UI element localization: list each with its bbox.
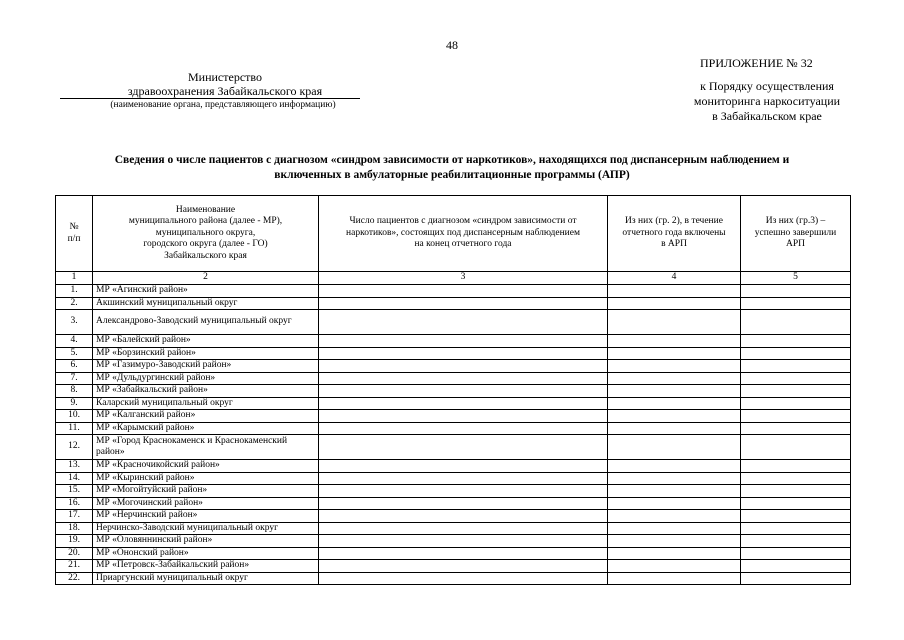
patients-count-cell[interactable] [319, 522, 608, 535]
completed-arp-cell[interactable] [741, 397, 851, 410]
completed-arp-cell[interactable] [741, 572, 851, 585]
district-name: МР «Газимуро-Заводский район» [93, 360, 319, 373]
included-arp-cell[interactable] [608, 360, 741, 373]
appendix-ref-line: мониторинга наркоситуации [693, 94, 841, 108]
completed-arp-cell[interactable] [741, 560, 851, 573]
appendix-ref-line: в Забайкальском крае [712, 109, 822, 123]
district-name: МР «Карымский район» [93, 422, 319, 435]
patients-count-cell[interactable] [319, 497, 608, 510]
completed-arp-cell[interactable] [741, 522, 851, 535]
completed-arp-cell[interactable] [741, 535, 851, 548]
patients-count-cell[interactable] [319, 560, 608, 573]
header-text: на конец отчетного года [414, 239, 512, 250]
table-row [56, 535, 851, 548]
completed-arp-cell[interactable] [741, 410, 851, 423]
org-caption: (наименование органа, представляющего информацию) [110, 100, 336, 110]
header-text: в АРП [661, 239, 687, 250]
completed-arp-cell[interactable] [741, 297, 851, 310]
included-arp-cell[interactable] [608, 372, 741, 385]
patients-count-cell[interactable] [319, 410, 608, 423]
completed-arp-cell[interactable] [741, 285, 851, 298]
district-name: МР «Могойтуйский район» [93, 485, 319, 498]
completed-arp-cell[interactable] [741, 547, 851, 560]
included-arp-cell[interactable] [608, 460, 741, 473]
district-name: МР «Дульдургинский район» [93, 372, 319, 385]
header-text: Число пациентов с диагнозом «синдром зависимости от [349, 216, 577, 227]
included-arp-cell[interactable] [608, 572, 741, 585]
row-number: 18. [56, 522, 93, 535]
header-text: наркотиков», состоящих под диспансерным наблюдением [346, 227, 580, 238]
included-arp-cell[interactable] [608, 497, 741, 510]
row-number: 16. [56, 497, 93, 510]
completed-arp-cell[interactable] [741, 497, 851, 510]
district-name: МР «Нерчинский район» [93, 510, 319, 523]
report-title-line: включенных в амбулаторные реабилитационные программы (АПР) [274, 169, 630, 181]
row-number: 2. [56, 297, 93, 310]
report-title [40, 153, 864, 183]
district-name: МР «Агинский район» [93, 285, 319, 298]
table-row [56, 310, 851, 335]
row-number: 13. [56, 460, 93, 473]
header-text: отчетного года включены [622, 227, 726, 238]
included-arp-cell[interactable] [608, 397, 741, 410]
patients-count-cell[interactable] [319, 472, 608, 485]
included-arp-cell[interactable] [608, 522, 741, 535]
table-row [56, 360, 851, 373]
table-row [56, 285, 851, 298]
patients-count-cell[interactable] [319, 360, 608, 373]
district-name: МР «Борзинский район» [93, 347, 319, 360]
table-row [56, 372, 851, 385]
row-number: 7. [56, 372, 93, 385]
patients-count-cell[interactable] [319, 422, 608, 435]
header-patients-count [319, 196, 608, 272]
header-text: п/п [67, 233, 81, 244]
row-number: 4. [56, 335, 93, 348]
district-name: Каларский муниципальный округ [93, 397, 319, 410]
included-arp-cell[interactable] [608, 547, 741, 560]
header-num [56, 196, 93, 272]
district-name: МР «Ононский район» [93, 547, 319, 560]
completed-arp-cell[interactable] [741, 460, 851, 473]
patients-count-cell[interactable] [319, 297, 608, 310]
included-arp-cell[interactable] [608, 385, 741, 398]
included-arp-cell[interactable] [608, 297, 741, 310]
row-number: 19. [56, 535, 93, 548]
included-arp-cell[interactable] [608, 510, 741, 523]
table-row [56, 335, 851, 348]
patients-count-cell[interactable] [319, 535, 608, 548]
included-arp-cell[interactable] [608, 435, 741, 460]
row-number: 9. [56, 397, 93, 410]
included-arp-cell[interactable] [608, 410, 741, 423]
included-arp-cell[interactable] [608, 285, 741, 298]
included-arp-cell[interactable] [608, 335, 741, 348]
completed-arp-cell[interactable] [741, 435, 851, 460]
header-text: Из них (гр.3) – [765, 216, 826, 227]
column-number: 1 [56, 272, 93, 285]
report-title-line: Сведения о числе пациентов с диагнозом «синдром зависимости от наркотиков», находящихся под диспансерным наблюдением и [114, 154, 790, 166]
patients-count-cell[interactable] [319, 460, 608, 473]
district-name: МР «Балейский район» [93, 335, 319, 348]
report-table [55, 195, 851, 585]
patients-count-cell[interactable] [319, 310, 608, 335]
patients-count-cell[interactable] [319, 510, 608, 523]
table-row [56, 472, 851, 485]
table-row [56, 547, 851, 560]
table-row [56, 435, 851, 460]
table-row [56, 297, 851, 310]
header-text: городского округа (далее - ГО) [143, 239, 268, 250]
header-text: муниципального района (далее - МР), [128, 216, 283, 227]
completed-arp-cell[interactable] [741, 385, 851, 398]
appendix-title: ПРИЛОЖЕНИЕ № 32 [700, 56, 813, 70]
district-name: МР «Кыринский район» [93, 472, 319, 485]
header-text: муниципального округа, [155, 227, 256, 238]
row-number: 8. [56, 385, 93, 398]
row-number: 3. [56, 310, 93, 335]
district-name: МР «Город Краснокаменск и Краснокаменский район» [93, 435, 319, 460]
column-number: 5 [741, 272, 851, 285]
included-arp-cell[interactable] [608, 485, 741, 498]
district-name: МР «Красночикойский район» [93, 460, 319, 473]
header-text: № [69, 222, 79, 232]
included-arp-cell[interactable] [608, 422, 741, 435]
completed-arp-cell[interactable] [741, 347, 851, 360]
row-number: 12. [56, 435, 93, 460]
district-name: Нерчинско-Заводский муниципальный округ [93, 522, 319, 535]
column-number-row [56, 272, 851, 285]
patients-count-cell[interactable] [319, 335, 608, 348]
patients-count-cell[interactable] [319, 572, 608, 585]
table-row [56, 422, 851, 435]
row-number: 20. [56, 547, 93, 560]
row-number: 6. [56, 360, 93, 373]
row-number: 22. [56, 572, 93, 585]
header-included-arp [608, 196, 741, 272]
district-name: МР «Петровск-Забайкальский район» [93, 560, 319, 573]
district-name: Акшинский муниципальный округ [93, 297, 319, 310]
table-row [56, 485, 851, 498]
included-arp-cell[interactable] [608, 347, 741, 360]
table-row [56, 572, 851, 585]
table-row [56, 497, 851, 510]
patients-count-cell[interactable] [319, 347, 608, 360]
district-name: МР «Оловяннинский район» [93, 535, 319, 548]
patients-count-cell[interactable] [319, 397, 608, 410]
table-row [56, 397, 851, 410]
completed-arp-cell[interactable] [741, 360, 851, 373]
table-row [56, 560, 851, 573]
table-header-row [56, 196, 851, 272]
header-name [93, 196, 319, 272]
included-arp-cell[interactable] [608, 472, 741, 485]
column-number: 2 [93, 272, 319, 285]
table-row [56, 410, 851, 423]
district-name: Приаргунский муниципальный округ [93, 572, 319, 585]
table-row [56, 522, 851, 535]
completed-arp-cell[interactable] [741, 422, 851, 435]
row-number: 17. [56, 510, 93, 523]
header-text: Наименование [175, 204, 236, 215]
table-row [56, 460, 851, 473]
completed-arp-cell[interactable] [741, 372, 851, 385]
row-number: 5. [56, 347, 93, 360]
column-number: 4 [608, 272, 741, 285]
row-number: 21. [56, 560, 93, 573]
patients-count-cell[interactable] [319, 485, 608, 498]
table-row [56, 385, 851, 398]
district-name: МР «Калганский район» [93, 410, 319, 423]
included-arp-cell[interactable] [608, 535, 741, 548]
patients-count-cell[interactable] [319, 385, 608, 398]
district-name: Александрово-Заводский муниципальный округ [93, 310, 319, 335]
page-number: 48 [446, 38, 458, 52]
row-number: 14. [56, 472, 93, 485]
completed-arp-cell[interactable] [741, 472, 851, 485]
org-name-line1: Министерство [188, 70, 262, 84]
header-text: АРП [785, 239, 805, 250]
row-number: 10. [56, 410, 93, 423]
patients-count-cell[interactable] [319, 547, 608, 560]
org-name-line2: здравоохранения Забайкальского края [60, 84, 360, 99]
patients-count-cell[interactable] [319, 372, 608, 385]
row-number: 1. [56, 285, 93, 298]
district-name: МР «Могочинский район» [93, 497, 319, 510]
organization-block [60, 70, 360, 112]
completed-arp-cell[interactable] [741, 485, 851, 498]
completed-arp-cell[interactable] [741, 335, 851, 348]
included-arp-cell[interactable] [608, 310, 741, 335]
header-completed-arp [741, 196, 851, 272]
header-text: Забайкальского края [164, 250, 247, 261]
completed-arp-cell[interactable] [741, 310, 851, 335]
table-row [56, 510, 851, 523]
patients-count-cell[interactable] [319, 285, 608, 298]
row-number: 11. [56, 422, 93, 435]
table-row [56, 347, 851, 360]
patients-count-cell[interactable] [319, 435, 608, 460]
appendix-ref-line: к Порядку осуществления [700, 79, 834, 93]
appendix-reference [672, 79, 862, 124]
completed-arp-cell[interactable] [741, 510, 851, 523]
column-number: 3 [319, 272, 608, 285]
row-number: 15. [56, 485, 93, 498]
included-arp-cell[interactable] [608, 560, 741, 573]
header-text: Из них (гр. 2), в течение [625, 216, 723, 227]
header-text: успешно завершили [754, 227, 837, 238]
district-name: МР «Забайкальский район» [93, 385, 319, 398]
